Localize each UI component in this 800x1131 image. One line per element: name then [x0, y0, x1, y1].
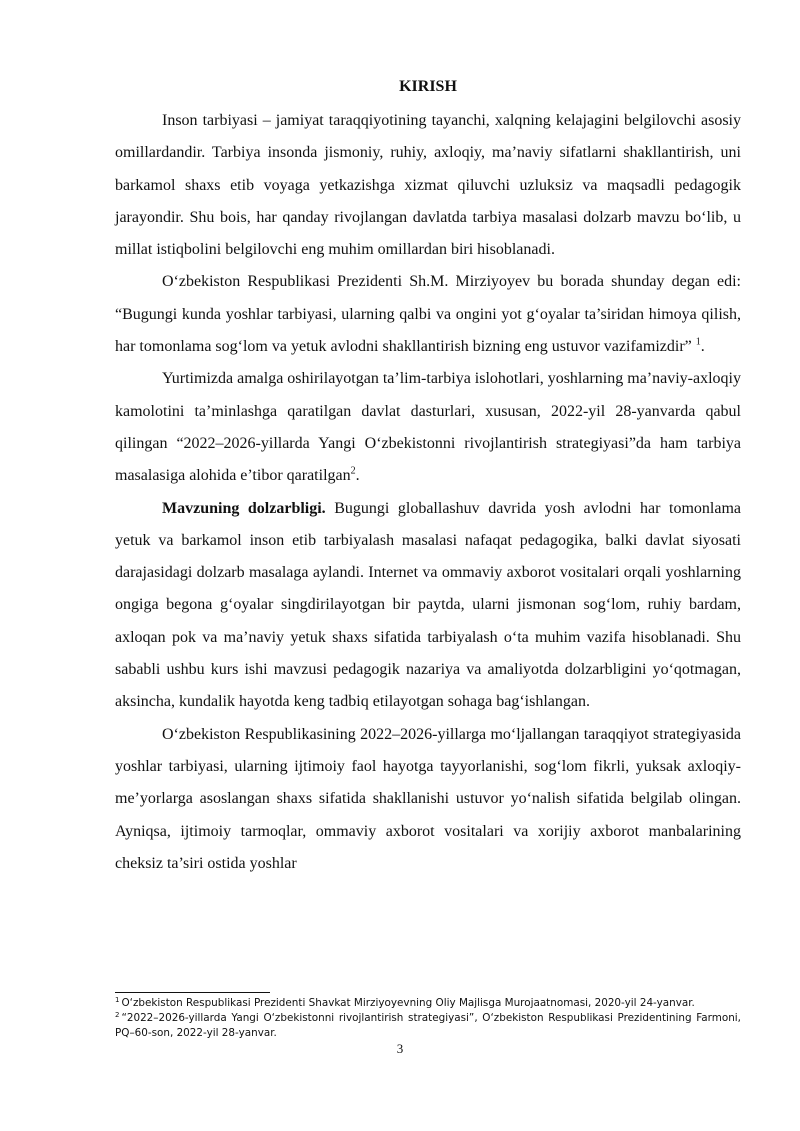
footnote-2-text: “2022–2026-yillarda Yangi O‘zbekistonni rivojlantirish strategiyasi”, O‘zbekiston Respublikasi Prezidentining Farmoni, PQ–60-son, 2022-yil 28-yanvar. [115, 1012, 741, 1039]
footnote-ref-1[interactable]: 1 [695, 336, 701, 348]
paragraph-relevance [115, 493, 741, 719]
footnotes [115, 996, 741, 1041]
page-body [115, 75, 741, 880]
relevance-label: Mavzuning dolzarbligi. [162, 499, 326, 517]
page-number: 3 [396, 1041, 404, 1056]
footnote-1-text: O‘zbekiston Respublikasi Prezidenti Shavkat Mirziyoyevning Oliy Majlisga Murojaatnomasi, 2020-yil 24-yanvar. [121, 997, 695, 1009]
paragraph-reforms [115, 363, 741, 492]
paragraph-intro-text: Inson tarbiyasi – jamiyat taraqqiyotining tayanchi, xalqning kelajagini belgilovchi asosiy omillardandir. Tarbiya insonda jismoniy, ruhiy, axloqiy, ma’naviy sifatlarni shakllantirish, uni barkamol shaxs etib voyaga yetkazishga xizmat qiluvchi uzluksiz va maqsadli pedagogik jarayondir. Shu bois, har qanday rivojlangan davlatda tarbiya masalasi dolzarb mavzu bo‘lib, u millat istiqbolini belgilovchi eng muhim omillardan biri hisoblanadi. [115, 112, 741, 259]
footnote-ref-2[interactable]: 2 [350, 465, 356, 477]
paragraph-strategy [115, 719, 741, 880]
footnote-1 [115, 996, 741, 1011]
paragraph-president-quote [115, 266, 741, 363]
footnote-2 [115, 1011, 741, 1041]
paragraph-strategy-text: O‘zbekiston Respublikasining 2022–2026-yillarga mo‘ljallangan taraqqiyot strategiyasida yoshlar tarbiyasi, ularning ijtimoiy faol hayotga tayyorlanishi, sog‘lom fikrli, yuksak axloqiy-me’yorlarga asoslangan shaxs sifatida shakllanishi ustuvor yo‘nalish sifatida belgilab olingan. Ayniqsa, ijtimoiy tarmoqlar, ommaviy axborot vositalari va xorijiy axborot manbalarining cheksiz ta’siri ostida yoshlar [115, 725, 741, 872]
paragraph-reforms-text: Yurtimizda amalga oshirilayotgan ta’lim-tarbiya islohotlari, yoshlarning ma’naviy-axloqiy kamolotini ta’minlashga qaratilgan davlat dasturlari, xususan, 2022-yil 28-yanvarda qabul qilingan “2022–2026-yillarda Yangi O‘zbekistonni rivojlantirish strategiyasi”da ham tarbiya masalasiga alohida e’tibor qaratilgan [115, 370, 741, 485]
paragraph-president-quote-end: . [700, 338, 705, 356]
footnote-1-mark: 1 [115, 995, 120, 1004]
section-heading: KIRISH [399, 78, 457, 95]
paragraph-relevance-text: Bugungi globallashuv davrida yosh avlodni har tomonlama yetuk va barkamol inson etib tarbiyalash masalasi nafaqat pedagogika, balki davlat siyosati darajasidagi dolzarb masalaga aylandi. Internet va ommaviy axborot vositalari orqali yoshlarning ongiga begona g‘oyalar singdirilayotgan bir paytda, ularni jismonan sog‘lom, ruhiy bardam, axloqan pok va ma’naviy yetuk shaxs sifatida tarbiyalash o‘ta muhim vazifa hisoblanadi. Shu sababli ushbu kurs ishi mavzusi pedagogik nazariya va amaliyotda dolzarbligini yo‘qotmagan, aksincha, kundalik hayotda keng tadbiq etilayotgan sohaga bag‘ishlangan. [115, 499, 741, 711]
footnote-divider [115, 992, 270, 993]
footnote-2-mark: 2 [115, 1010, 120, 1019]
paragraph-reforms-end: . [355, 467, 360, 485]
paragraph-president-quote-text: O‘zbekiston Respublikasi Prezidenti Sh.M. Mirziyoyev bu borada shunday degan edi: “Bugungi kunda yoshlar tarbiyasi, ularning qalbi va ongini yot g‘oyalar ta’siridan himoya qilish, har tomonlama sog‘lom va yetuk avlodni shakllantirish bizning eng ustuvor vazifamizdir” [115, 273, 741, 356]
paragraph-intro [115, 105, 741, 266]
